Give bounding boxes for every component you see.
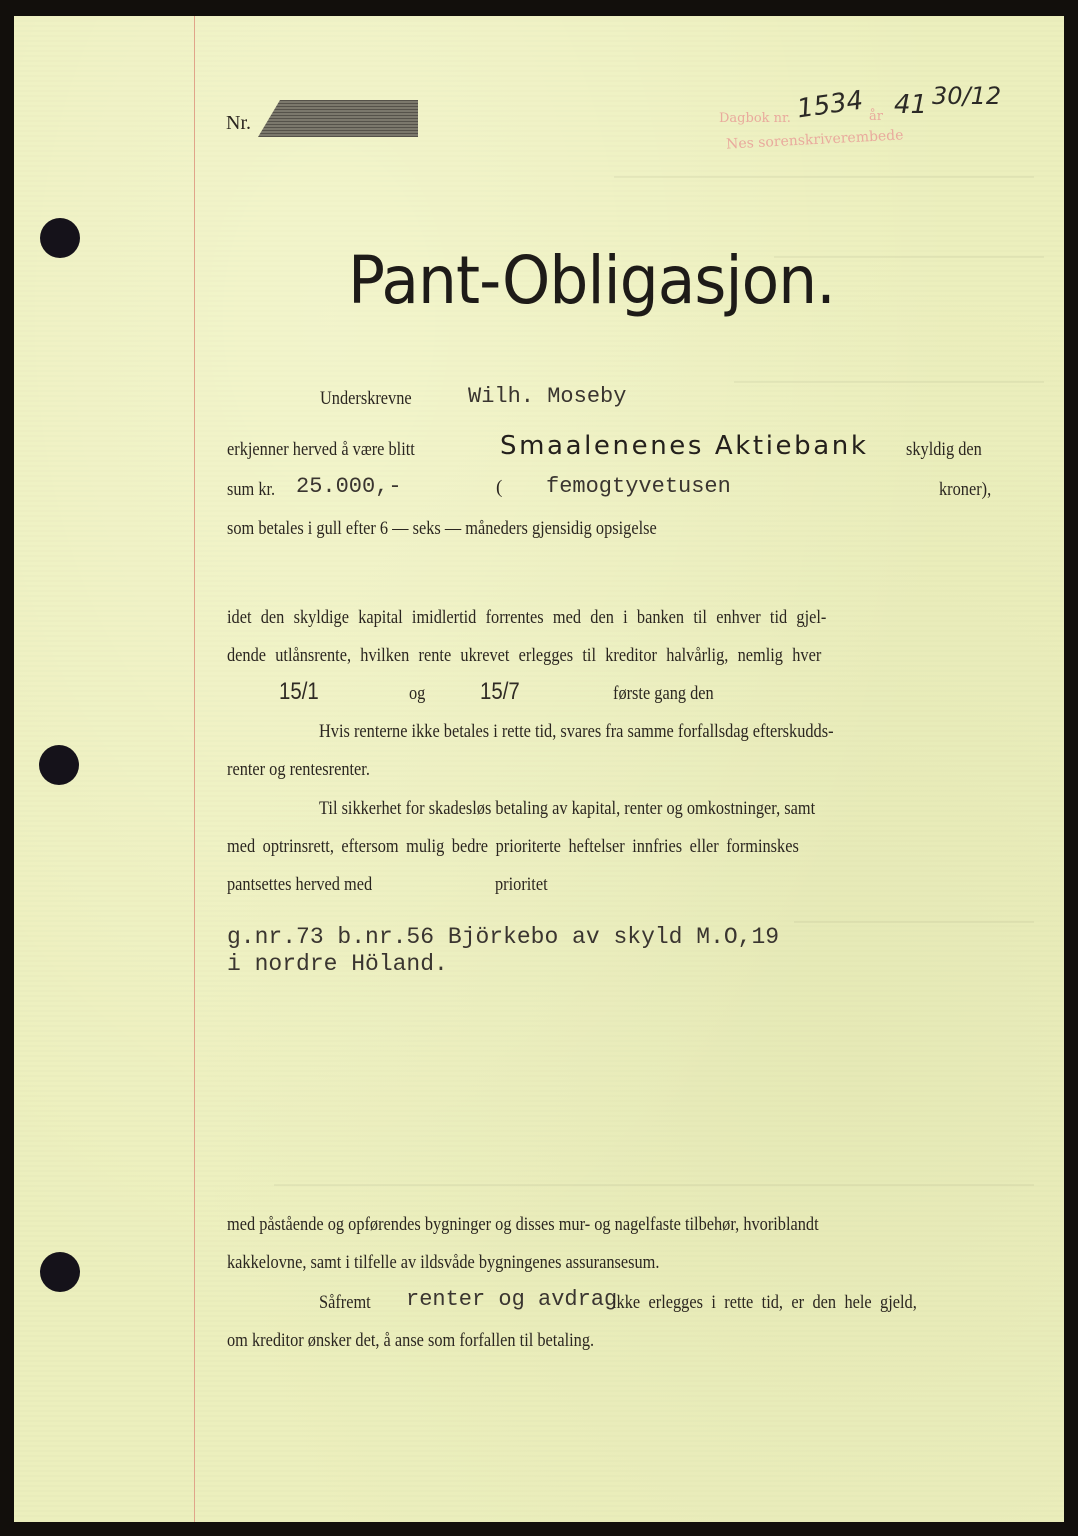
sum-suffix: kroner), [939,479,992,500]
punch-hole-icon [40,1252,80,1292]
default-prefix: Såfremt [319,1292,371,1313]
redacted-number [258,100,418,137]
payment-terms: som betales i gull efter 6 — seks — måneders gjensidig opsigelse [227,518,657,539]
stamp-year-label: år [869,109,883,124]
sum-paren: ( [496,477,503,498]
bleed-through [274,1184,1034,1186]
interest-date-1: 15/1 [279,678,319,705]
punch-hole-icon [39,745,79,785]
stamp-line-1: Dagbok nr. [719,111,791,126]
buildings-line-2: kakkelovne, samt i tilfelle av ildsvåde bygningenes assuransesum. [227,1252,660,1273]
security-line-3b: prioritet [495,874,548,895]
punch-hole-icon [40,218,80,258]
handwritten-year: 41 [894,90,928,120]
buildings-line-1: med påstående og opførendes bygninger og disses mur- og nagelfaste tilbehør, hvoriblandt [227,1214,819,1235]
undersigned-label: Underskrevne [320,388,412,409]
default-line-2: om kreditor ønsker det, å anse som forfallen til betaling. [227,1330,595,1351]
owing-text: skyldig den [906,439,982,460]
first-time-text: første gang den [613,683,714,704]
interest-line-1: idet den skyldige kapital imidlertid forrentes med den i banken til enhver tid gjel- [227,607,827,628]
sum-amount: 25.000,- [296,474,402,499]
handwritten-date: 30/12 [932,82,1002,110]
interest-line-2: dende utlånsrente, hvilken rente ukrevet erlegges til kreditor halvårlig, nemlig hver [227,645,822,666]
default-typed: renter og avdrag [406,1287,618,1312]
late-line-2: renter og rentesrenter. [227,759,370,780]
stamp-line-2: Nes sorenskriverembede [725,127,904,153]
and-text: og [409,683,426,704]
security-line-3a: pantsettes herved med [227,874,373,895]
handwritten-number: 1534 [795,85,865,125]
creditor-name: Smaalenenes Aktiebank [500,431,869,461]
sum-words: femogtyvetusen [546,474,731,499]
margin-line [194,16,195,1522]
document-page [14,16,1064,1522]
sum-label: sum kr. [227,479,276,500]
property-line-1: g.nr.73 b.nr.56 Björkebo av skyld M.O,19 [227,924,780,950]
security-line-2: med optrinsrett, eftersom mulig bedre prioriterte heftelser innfries eller forminskes [227,836,799,857]
property-line-2: i nordre Höland. [227,951,448,977]
debtor-name: Wilh. Moseby [468,384,627,409]
acknowledge-text: erkjenner herved å være blitt [227,439,415,460]
number-label: Nr. [226,112,251,134]
interest-date-2: 15/7 [480,678,520,705]
bleed-through [734,381,1044,383]
bleed-through [794,921,1034,923]
default-suffix: ikke erlegges i rette tid, er den hele gjeld, [612,1292,917,1313]
bleed-through [614,176,1034,178]
security-line-1: Til sikkerhet for skadesløs betaling av kapital, renter og omkostninger, samt [319,798,816,819]
page-title: Pant-Obligasjon. [348,242,835,319]
late-line-1: Hvis renterne ikke betales i rette tid, svares fra samme forfallsdag efterskudds- [319,721,834,742]
